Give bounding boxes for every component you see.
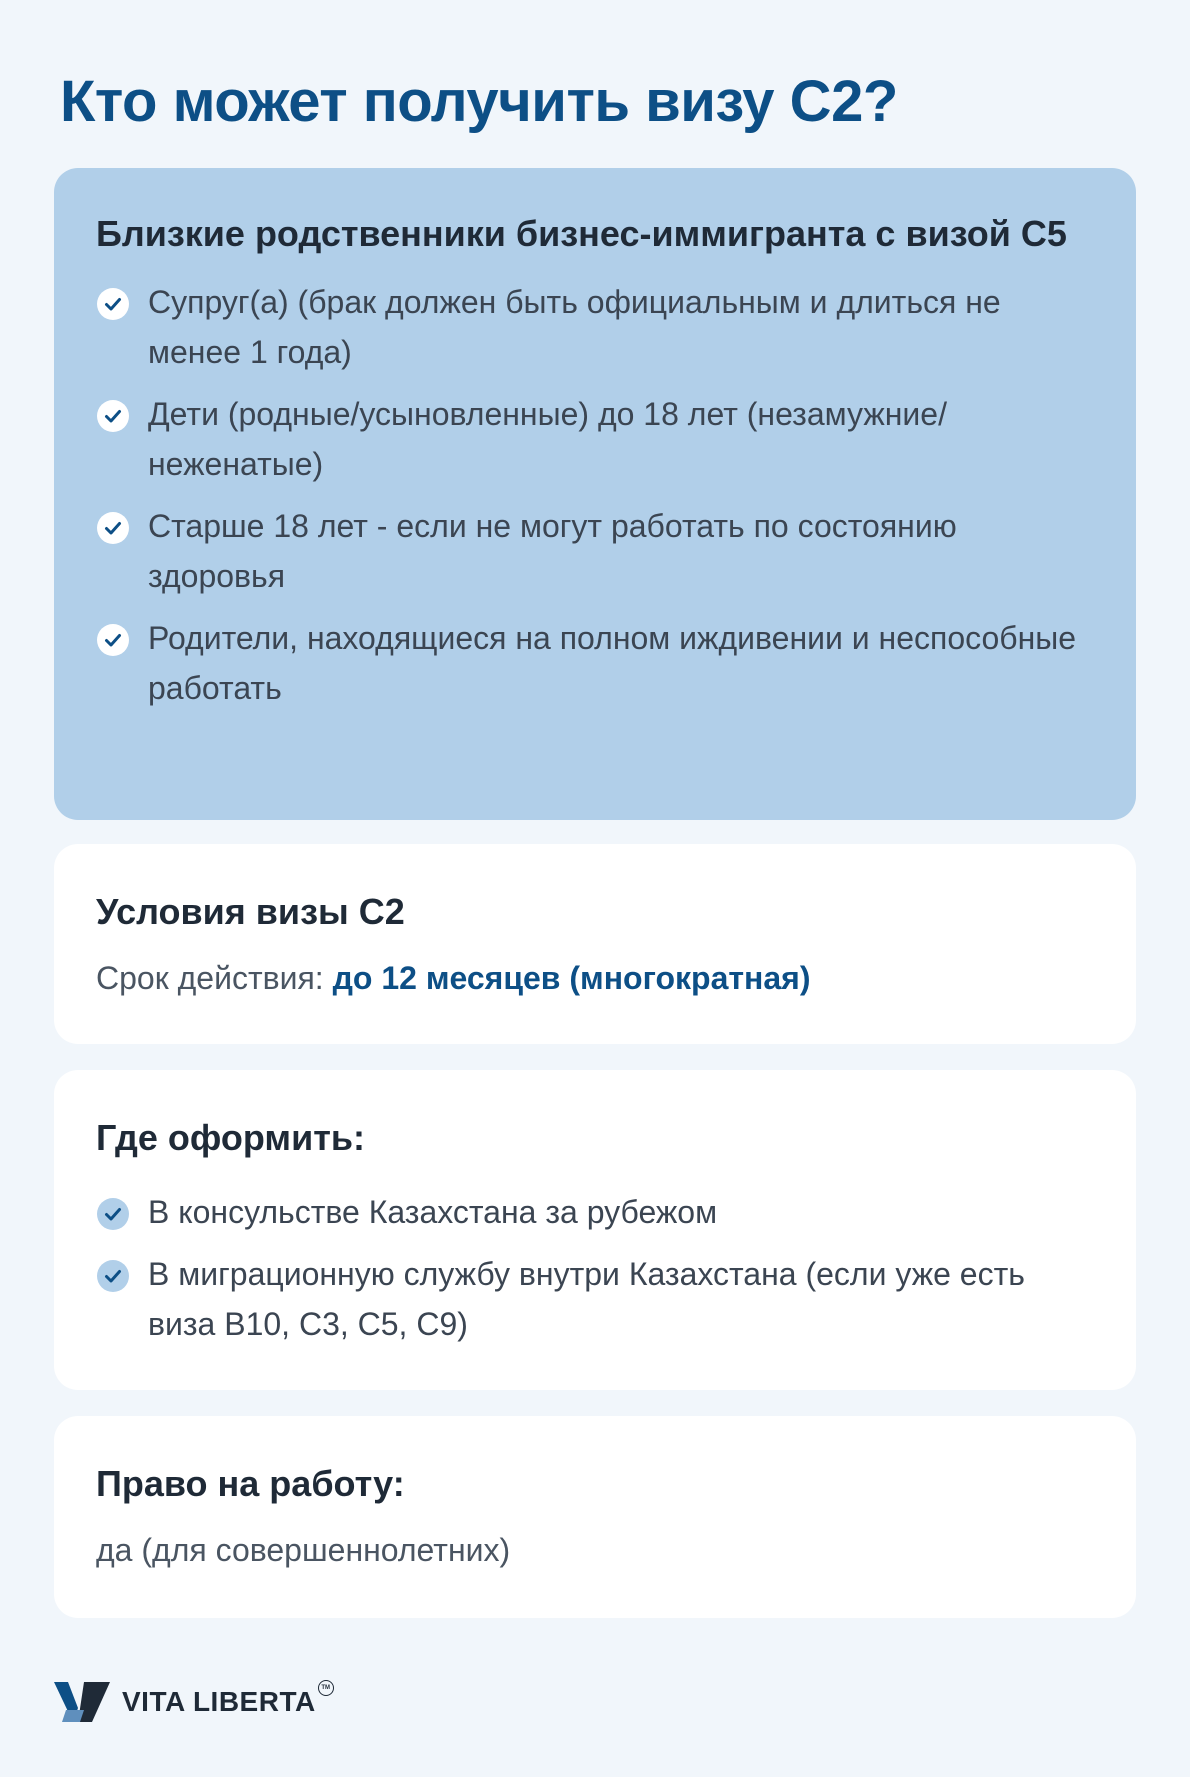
list-item xyxy=(96,1249,1094,1349)
list-item-text: Дети (родные/усыновленные) до 18 лет (незамужние/неженатые) xyxy=(148,396,947,482)
work-value: да (для совершеннолетних) xyxy=(96,1532,511,1568)
check-icon xyxy=(96,1197,130,1231)
brand-logo xyxy=(54,1680,334,1724)
check-icon xyxy=(96,287,130,321)
list-item xyxy=(96,501,1094,601)
validity-row xyxy=(96,953,1094,1003)
list-item xyxy=(96,1187,1094,1237)
list-item-text: В миграционную службу внутри Казахстана (если уже есть виза В10, С3, С5, С9) xyxy=(148,1256,1025,1342)
validity-value: до 12 месяцев (многократная) xyxy=(332,960,811,996)
list-item xyxy=(96,389,1094,489)
check-icon xyxy=(96,1259,130,1293)
where-list xyxy=(96,1187,1094,1349)
check-icon xyxy=(96,623,130,657)
list-item-text: Родители, находящиеся на полном иждивении и неспособные работать xyxy=(148,620,1077,706)
list-item-text: В консульстве Казахстана за рубежом xyxy=(148,1194,718,1230)
check-icon xyxy=(96,399,130,433)
eligibility-card xyxy=(54,168,1136,820)
eligibility-title: Близкие родственники бизнес-иммигранта с визой С5 xyxy=(96,213,1067,254)
page-title: Кто может получить визу С2? xyxy=(60,69,898,134)
brand-name: VITA LIBERTA xyxy=(122,1686,316,1717)
conditions-card xyxy=(54,844,1136,1044)
check-icon xyxy=(96,511,130,545)
where-card xyxy=(54,1070,1136,1390)
validity-label: Срок действия: xyxy=(96,960,333,996)
trademark-mark: TM xyxy=(318,1680,334,1696)
list-item xyxy=(96,613,1094,713)
list-item-text: Старше 18 лет - если не могут работать по состоянию здоровья xyxy=(148,508,957,594)
list-item-text: Супруг(а) (брак должен быть официальным и длиться не менее 1 года) xyxy=(148,284,1001,370)
work-card xyxy=(54,1416,1136,1618)
where-title: Где оформить: xyxy=(96,1117,365,1158)
list-item xyxy=(96,277,1094,377)
vita-liberta-logo-icon xyxy=(54,1680,110,1724)
conditions-title: Условия визы С2 xyxy=(96,891,405,932)
eligibility-list xyxy=(96,277,1094,713)
work-title: Право на работу: xyxy=(96,1463,405,1504)
